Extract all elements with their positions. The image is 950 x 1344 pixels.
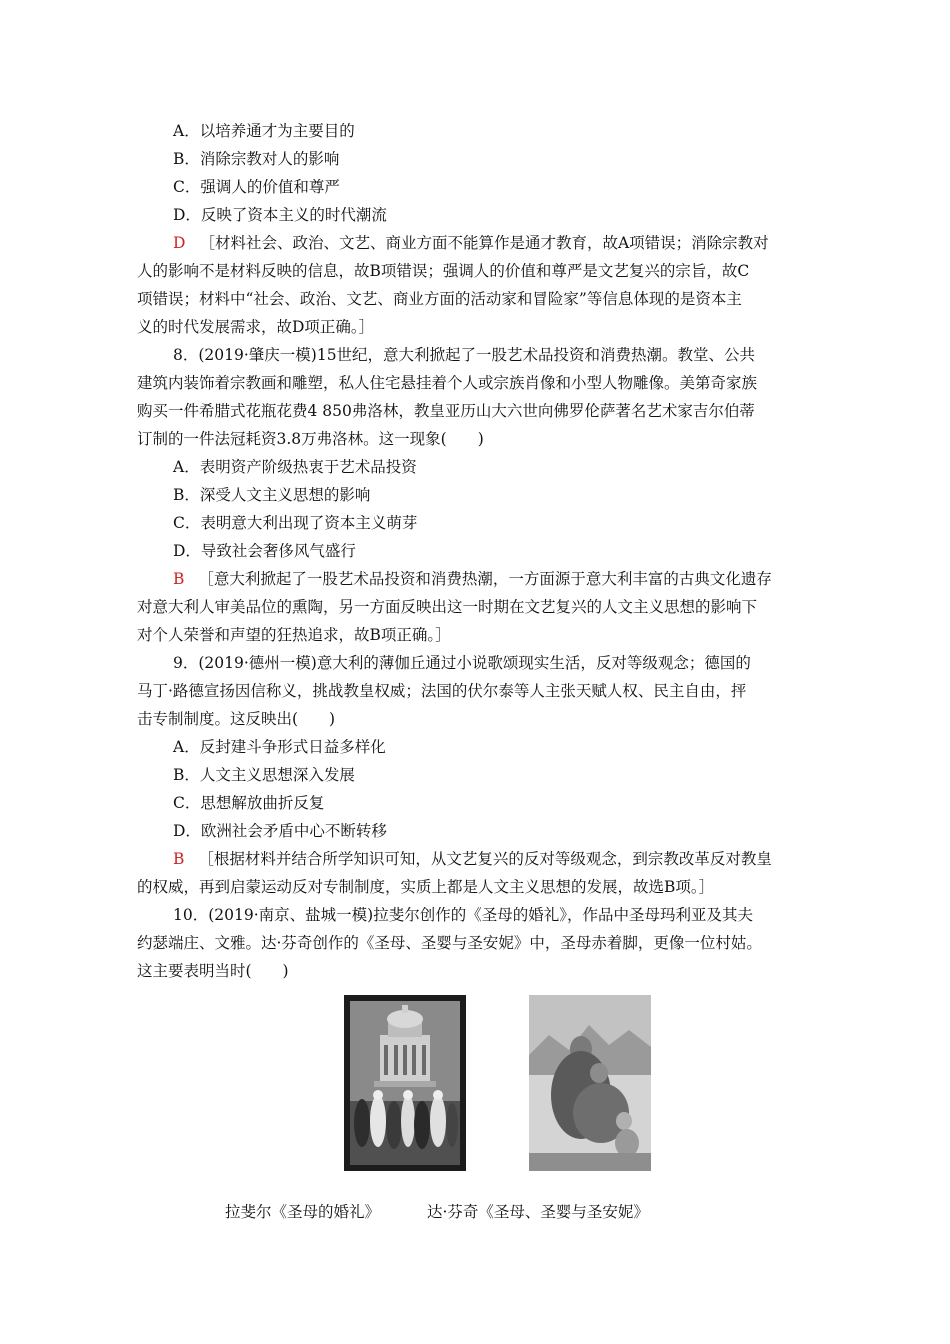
q8-answer-letter: B [173,570,185,588]
q8-option-a: A．表明资产阶级热衷于艺术品投资 [173,458,417,476]
document-page [137,117,817,1255]
q8-stem: 建筑内装饰着宗教画和雕塑，私人住宅悬挂着个人或宗族肖像和小型人物雕像。美第奇家族 [137,374,758,392]
q8-option-d: D．导致社会奢侈风气盛行 [173,542,356,560]
q9-stem: 9．(2019·德州一模)意大利的薄伽丘通过小说歌颂现实生活，反对等级观念；德国的 [173,654,751,672]
q7-explanation: ［材料社会、政治、文艺、商业方面不能算作是通才教育，故A项错误；消除宗教对 [199,234,769,252]
q7-option-d: D．反映了资本主义的时代潮流 [173,206,387,224]
q9-option-a: A．反封建斗争形式日益多样化 [173,738,386,756]
q8-explanation: ［意大利掀起了一股艺术品投资和消费热潮，一方面源于意大利丰富的古典文化遗存 [198,570,772,588]
q8-option-b: B．深受人文主义思想的影响 [173,486,371,504]
q9-option-b: B．人文主义思想深入发展 [173,766,355,784]
q9-option-d: D．欧洲社会矛盾中心不断转移 [173,822,387,840]
figure-area [137,995,817,1255]
q7-explanation: 项错误；材料中“社会、政治、文艺、商业方面的活动家和冒险家”等信息体现的是资本主 [137,290,742,308]
q8-stem: 8．(2019·肇庆一模)15世纪，意大利掀起了一股艺术品投资和消费热潮。教堂、公共 [173,346,756,364]
q7-answer-line [137,229,817,257]
q9-stem: 马丁·路德宣扬因信称义，挑战教皇权威；法国的伏尔泰等人主张天赋人权、民主自由，抨 [137,682,747,700]
q9-option-c: C．思想解放曲折反复 [173,794,325,812]
q10-stem: 10．(2019·南京、盐城一模)拉斐尔创作的《圣母的婚礼》，作品中圣母玛利亚及其夫 [173,906,753,924]
leonardo-painting-image [529,995,651,1171]
q10-stem: 这主要表明当时( ) [137,962,289,980]
raphael-painting-illustration [344,995,466,1171]
q7-explanation: 义的时代发展需求，故D项正确。］ [137,318,375,336]
q9-stem: 击专制制度。这反映出( ) [137,710,336,728]
q9-answer-letter: B [173,850,185,868]
q7-answer-letter: D [173,234,186,252]
q8-option-c: C．表明意大利出现了资本主义萌芽 [173,514,418,532]
q8-stem: 订制的一件法冠耗资3.8万弗洛林。这一现象( ) [137,430,484,448]
q9-explanation: 的权威，再到启蒙运动反对专制制度，实质上都是人文主义思想的发展，故选B项。］ [137,878,715,896]
q7-explanation: 人的影响不是材料反映的信息，故B项错误；强调人的价值和尊严是文艺复兴的宗旨，故C [137,262,750,280]
caption-raphael: 拉斐尔《圣母的婚礼》 [225,1203,381,1221]
q7-option-c: C．强调人的价值和尊严 [173,178,340,196]
raphael-painting-image [344,995,466,1171]
q10-stem: 约瑟端庄、文雅。达·芬奇创作的《圣母、圣婴与圣安妮》中，圣母赤着脚，更像一位村姑。 [137,934,762,952]
q9-explanation: ［根据材料并结合所学知识可知，从文艺复兴的反对等级观念，到宗教改革反对教皇 [198,850,772,868]
q8-answer-line [137,565,817,593]
q7-option-b: B．消除宗教对人的影响 [173,150,340,168]
caption-leonardo: 达·芬奇《圣母、圣婴与圣安妮》 [427,1203,649,1221]
q7-option-a: A．以培养通才为主要目的 [173,122,355,140]
q8-explanation: 对个人荣誉和声望的狂热追求，故B项正确。］ [137,626,451,644]
q8-explanation: 对意大利人审美品位的熏陶，另一方面反映出这一时期在文艺复兴的人文主义思想的影响下 [137,598,758,616]
q9-answer-line [137,845,817,873]
leonardo-painting-illustration [529,995,651,1171]
q8-stem: 购买一件希腊式花瓶花费4 850弗洛林，教皇亚历山大六世向佛罗伦萨著名艺术家吉尔伯蒂 [137,402,755,420]
